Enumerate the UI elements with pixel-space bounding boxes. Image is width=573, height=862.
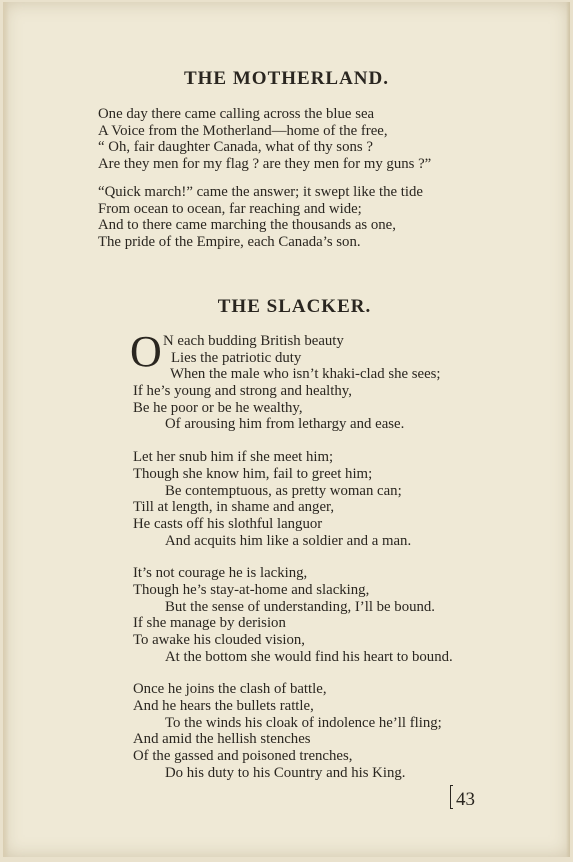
verse-line: Though he’s stay-at-home and slacking, [133, 581, 370, 598]
verse-line: And amid the hellish stenches [133, 731, 311, 748]
motherland-stanza-2 [98, 184, 423, 251]
verse-line: And to there came marching the thousands as one, [98, 217, 396, 234]
verse-line: He casts off his slothful languor [133, 515, 323, 532]
verse-line: Be contemptuous, as pretty woman can; [165, 482, 402, 499]
verse-line: Be he poor or be he wealthy, [133, 399, 303, 416]
verse-line: And he hears the bullets rattle, [133, 698, 314, 715]
verse-line: Once he joins the clash of battle, [133, 681, 327, 698]
verse-line: But the sense of understanding, I’ll be bound. [165, 598, 435, 615]
verse-line: The pride of the Empire, each Canada’s son. [98, 234, 361, 251]
verse-line: If she manage by derision [133, 615, 286, 632]
verse-line: Lies the patriotic duty [171, 349, 302, 366]
verse-line: Are they men for my flag ? are they men for my guns ?” [98, 156, 432, 173]
page-edge-left [3, 2, 9, 857]
slacker-verses [133, 333, 453, 782]
page-number-text: 43 [456, 789, 475, 810]
stanza-break [133, 665, 453, 681]
poem-title-slacker: THE SLACKER. [217, 296, 372, 317]
verse-line: If he’s young and strong and healthy, [133, 383, 352, 400]
verse-line: Of arousing him from lethargy and ease. [165, 416, 405, 433]
verse-line: It’s not courage he is lacking, [133, 565, 308, 582]
bracket-mark [450, 785, 453, 809]
verse-line: A Voice from the Motherland—home of the free, [98, 122, 388, 139]
motherland-stanza-1 [98, 106, 431, 173]
stanza-break [133, 549, 453, 565]
verse-line: “ Oh, fair daughter Canada, what of thy sons ? [98, 139, 373, 156]
verse-line: One day there came calling across the blue sea [98, 106, 375, 122]
poem-title-motherland: THE MOTHERLAND. [183, 68, 390, 89]
verse-line: Do his duty to his Country and his King. [165, 764, 406, 781]
verse-line: Till at length, in shame and anger, [133, 499, 335, 516]
verse-line: Of the gassed and poisoned trenches, [133, 748, 353, 765]
verse-line: And acquits him like a soldier and a man. [165, 532, 412, 549]
verse-line: “Quick march!” came the answer; it swept like the tide [98, 184, 423, 200]
verse-line: At the bottom she would find his heart to bound. [165, 648, 453, 665]
verse-line: N each budding British beauty [163, 333, 344, 349]
verse-line: To the winds his cloak of indolence he’ll fling; [165, 714, 442, 731]
page-number [450, 785, 475, 811]
page-edge-right [566, 2, 570, 857]
verse-line: Let her snub him if she meet him; [133, 449, 334, 466]
verse-line: Though she know him, fail to greet him; [133, 465, 373, 482]
verse-line: From ocean to ocean, far reaching and wide; [98, 200, 362, 217]
verse-line: To awake his clouded vision, [133, 632, 305, 648]
stanza-break [133, 433, 453, 449]
book-page [3, 2, 570, 857]
verse-line: When the male who isn’t khaki-clad she sees; [170, 366, 441, 383]
drop-cap: O [130, 327, 162, 376]
